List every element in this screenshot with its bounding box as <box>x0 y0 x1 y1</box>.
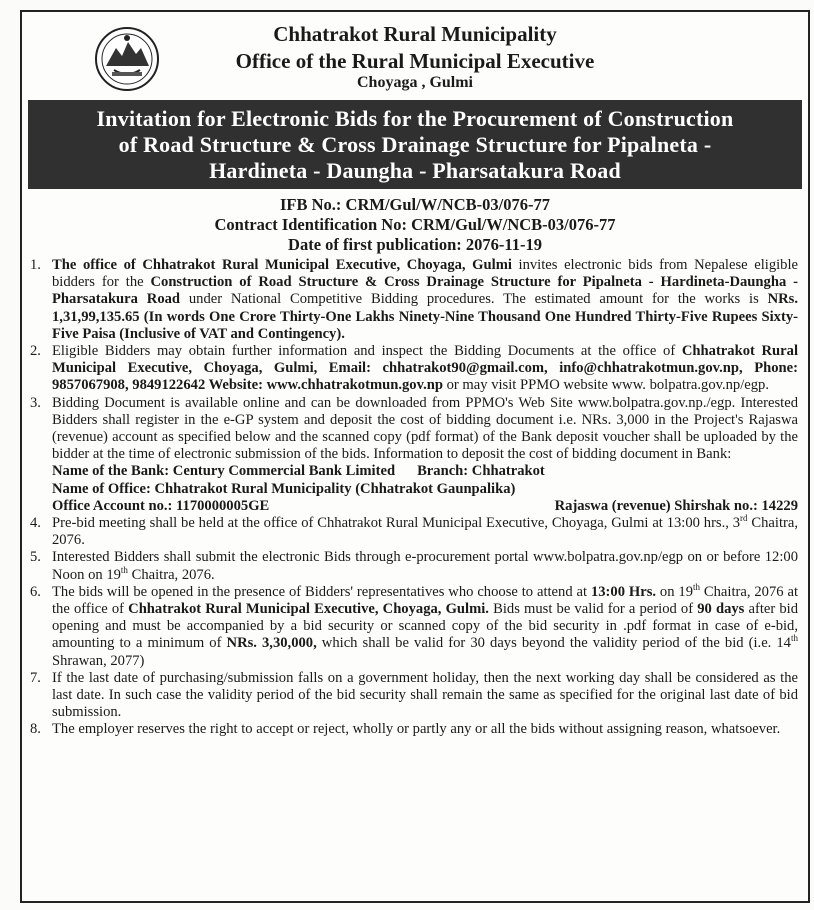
item-text: The employer reserves the right to accept or reject, wholly or partly any or all the bids without assigning reason, whatsoever. <box>52 721 781 738</box>
office-name: Office of the Rural Municipal Executive <box>235 49 595 73</box>
list-item-5 <box>30 549 798 583</box>
item-number: 2. <box>30 343 41 360</box>
item-text: If the last date of purchasing/submission falls on a government holiday, then the next working day shall be considered as the last date. In such case the validity period of the bid security shall remain the same as specified for the original last date of bid submission. <box>52 669 798 721</box>
text-run: Chaitra, 2076 at the office of <box>52 583 798 618</box>
contact-details: Chhatrakot Rural Municipal Executive, Choyaga, Gulmi, Email: chhatrakot90@gmail.com, info@chhatrakotmun.gov.np, Phone: 9857067908, 9849122642 Website: www.chhatrakotmun.gov.np <box>52 343 799 394</box>
item-number: 6. <box>30 583 41 600</box>
item-text <box>52 584 798 670</box>
banner-line-2: of Road Structure & Cross Drainage Structure for Pipalneta - <box>118 132 712 157</box>
text-run: Interested Bidders shall submit the electronic Bids through e-procurement portal www.bolpatra.gov.np/egp on or before 12:00 Noon on 19 <box>52 549 798 583</box>
bank-branch: Branch: Chhatrakot <box>417 463 545 480</box>
list-item-6 <box>30 584 798 670</box>
text-run: on 19 <box>656 583 693 600</box>
estimated-amount: NRs. 1,31,99,135.65 (In words One Crore Thirty-One Lakhs Ninety-Nine Thousand One Hundred Thirty-Five Rupees Sixty-Five Paisa (Inclusive of VAT and Contingency). <box>52 291 798 342</box>
item-number: 3. <box>30 394 41 411</box>
office-name-row: Name of Office: Chhatrakot Rural Municipality (Chhatrakot Gaunpalika) <box>52 480 516 497</box>
notice-header <box>22 12 808 100</box>
project-name: Construction of Road Structure & Cross Drainage Structure for Pipalneta - Hardineta-Daungha - Pharsatakura Road <box>52 274 798 308</box>
opening-time: 13:00 Hrs. <box>590 583 657 600</box>
item-text <box>52 343 798 395</box>
text-run: Chaitra, 2076. <box>52 515 798 549</box>
item-number: 5. <box>30 549 41 566</box>
banner-line-1: Invitation for Electronic Bids for the Procurement of Construction <box>96 106 734 131</box>
contract-id: Contract Identification No: CRM/Gul/W/NCB-03/076-77 <box>214 215 616 234</box>
notice-body <box>22 255 808 739</box>
office-location: Choyaga , Gulmi <box>356 74 473 91</box>
office-ref: The office of Chhatrakot Rural Municipal Executive, Choyaga, Gulmi <box>52 257 512 273</box>
banner-line-3: Hardineta - Daungha - Pharsatakura Road <box>209 158 621 183</box>
office-account: Office Account no.: 1170000005GE <box>52 497 270 514</box>
org-name: Chhatrakot Rural Municipality <box>273 22 557 46</box>
text-run: after bid opening and must be accompanied by a bid security or scanned copy of the bid security in .pdf format in case of e-bid, amounting to a minimum of <box>52 601 798 652</box>
list-item-7 <box>30 670 798 722</box>
text-run: The bids will be opened in the presence of Bidders' representatives who choose to attend at <box>52 583 591 600</box>
list-item-1 <box>30 257 798 343</box>
ifb-number: IFB No.: CRM/Gul/W/NCB-03/076-77 <box>280 195 550 214</box>
account-row <box>52 498 798 515</box>
item-number: 1. <box>30 257 41 273</box>
item-number: 4. <box>30 515 41 532</box>
list-item-2 <box>30 343 798 395</box>
list-item-4 <box>30 515 798 549</box>
item-text <box>52 395 798 515</box>
item-number: 8. <box>30 721 41 738</box>
publication-date: Date of first publication: 2076-11-19 <box>288 235 542 254</box>
text-run: Bidding Document is available online and can be downloaded from PPMO's Web Site www.bolpatra.gov.np./egp. Interested Bidders shall register in the e-GP system and deposit the cost of bidding document i.e. NRs. 3,000 in the Project's Rajaswa (revenue) account as specified below and the scanned copy (pdf format) of the Bank deposit voucher shall be uploaded by the bidder at the time of electronic submission of the bids. Information to deposit the cost of bidding document in Bank: <box>52 394 798 463</box>
bank-name: Name of the Bank: Century Commercial Bank Limited <box>52 463 396 480</box>
title-banner <box>28 100 802 189</box>
text-run: Eligible Bidders may obtain further information and inspect the Bidding Documents at the office of <box>52 343 682 360</box>
text-run: invites electronic bids from Nepalese eligible bidders for the <box>52 257 798 291</box>
text-run: Chaitra, 2076. <box>127 566 215 583</box>
bid-security-amount: NRs. 3,30,000, <box>226 635 317 652</box>
item-text <box>52 515 798 549</box>
rajaswa-shirshak: Rajaswa (revenue) Shirshak no.: 14229 <box>554 497 798 514</box>
ordinal-suffix: th <box>120 564 128 575</box>
text-run: Shrawan, 2077) <box>52 652 145 669</box>
item-number: 7. <box>30 669 41 686</box>
ordinal-suffix: rd <box>740 513 748 524</box>
text-run: or may visit PPMO website www. bolpatra.gov.np/egp. <box>442 377 769 394</box>
ordinal-suffix: th <box>693 582 701 592</box>
identification-block <box>22 195 808 255</box>
ordinal-suffix: th <box>790 633 798 644</box>
text-run: Bids must be valid for a period of <box>488 601 698 618</box>
notice-frame <box>20 10 810 903</box>
item-text <box>52 549 798 583</box>
list-item-8 <box>30 721 798 738</box>
list-item-3 <box>30 395 798 515</box>
text-run: Pre-bid meeting shall be held at the office of Chhatrakot Rural Municipal Executive, Choyaga, Gulmi at 13:00 hrs., 3 <box>52 515 741 532</box>
office-ref: Chhatrakot Rural Municipal Executive, Choyaga, Gulmi. <box>128 601 489 618</box>
validity-period: 90 days <box>697 601 745 618</box>
text-run: which shall be valid for 30 days beyond the validity period of the bid (i.e. 14 <box>316 635 791 652</box>
item-text <box>52 257 798 343</box>
text-run: under National Competitive Bidding procedures. The estimated amount for the works is <box>180 291 768 308</box>
bank-row <box>52 463 798 480</box>
